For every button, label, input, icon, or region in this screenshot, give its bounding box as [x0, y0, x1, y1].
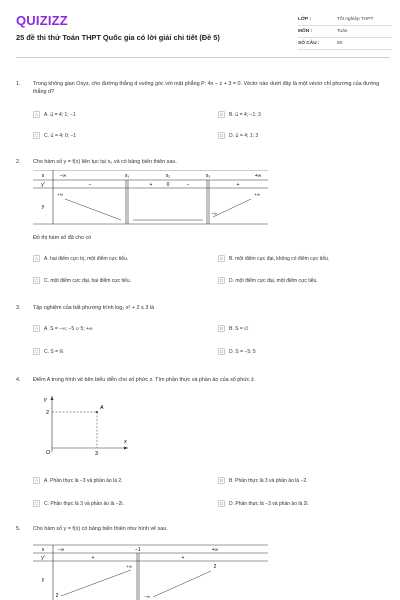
question-number: 1. [16, 81, 21, 87]
table-label: y [41, 577, 45, 583]
table-label: y [41, 204, 45, 210]
option-a[interactable] [33, 476, 123, 485]
option-letter-box: B [218, 477, 225, 484]
option-text: D. S = −5; 5 [229, 348, 256, 355]
option-letter-box: A [33, 325, 40, 332]
table-cell: 0 [166, 182, 170, 188]
table-cell: +∞ [211, 547, 219, 553]
option-a[interactable] [33, 254, 128, 263]
table-cell: +∞ [254, 192, 260, 197]
table-cell: −∞ [59, 173, 67, 179]
option-letter-box: D [219, 501, 224, 506]
origin-label: O [46, 450, 51, 456]
option-text: A. hai điểm cực trị, một điểm cực tiểu. [44, 255, 129, 262]
complex-plane-figure [40, 392, 130, 458]
table-cell: x₂ [165, 173, 171, 179]
table-cell: x₁ [124, 173, 130, 179]
option-b[interactable] [218, 110, 261, 119]
option-d[interactable] [218, 347, 256, 356]
meta-label: MÔN : [298, 29, 313, 34]
option-d[interactable] [218, 131, 258, 140]
option-letter-box: D [219, 133, 224, 138]
option-c[interactable] [33, 347, 63, 356]
option-letter-box: D [219, 349, 224, 354]
table-label: x [41, 173, 45, 179]
option-a[interactable] [33, 110, 76, 119]
option-b[interactable] [218, 254, 329, 263]
question-text: Điểm A trong hình vẽ bên biểu diễn cho số phức z. Tìm phần thực và phần ảo của số phức z̄. [33, 377, 256, 383]
option-text: A. S = −∞; −5 ∪ 5; +∞ [44, 325, 93, 332]
option-c[interactable] [33, 131, 76, 140]
table-cell: 2 [55, 593, 59, 599]
option-letter-box: A [33, 477, 40, 484]
variation-table-q2 [33, 170, 273, 226]
meta-value: 50 [337, 41, 343, 46]
option-a[interactable] [33, 324, 93, 333]
table-cell: + [181, 555, 185, 561]
option-letter-box: C [34, 501, 39, 506]
option-c[interactable] [33, 499, 124, 508]
table-cell: + [91, 555, 95, 561]
question-number: 2. [16, 159, 21, 165]
table-cell: +∞ [126, 564, 132, 569]
question-text: Cho hàm số y = f(x) liên tục tại x₀ và có bảng biến thiên sau. [33, 159, 177, 165]
table-cell: + [149, 182, 153, 188]
table-cell: + [236, 182, 240, 188]
meta-value: Toán [337, 29, 348, 34]
table-cell: +∞ [254, 173, 262, 179]
quizizz-logo: QUIZIZZ [16, 13, 68, 28]
table-cell: −1 [135, 547, 141, 553]
option-text: B. Phần thực là 3 và phần ảo là −2. [229, 477, 308, 484]
question-text: Trong không gian Oxyz, cho đường thẳng d vuông góc với mặt phẳng P: 4x − z + 3 = 0. Véctơ nào dưới đây là một véctơ chỉ phương của đường thẳng d? [33, 81, 380, 95]
meta-row-grade [298, 14, 392, 26]
option-text: A. Phần thực là −3 và phần ảo là 2. [44, 477, 123, 484]
table-cell: +∞ [57, 192, 63, 197]
question-text: Cho hàm số y = f(x) có bảng biến thiên như hình vẽ sau. [33, 526, 168, 532]
y-axis-label: y [44, 397, 47, 403]
option-text: C. S = ℝ [44, 348, 64, 355]
option-text: C. Phần thực là 3 và phần ảo là −2i. [44, 500, 124, 507]
option-letter-box: B [218, 255, 225, 262]
table-cell: −∞ [144, 594, 150, 599]
table-label: x [41, 547, 45, 553]
option-d[interactable] [218, 499, 309, 508]
question-note: Đồ thị hàm số đã cho có [33, 235, 92, 241]
option-letter-box: C [34, 349, 39, 354]
option-letter-box: C [34, 133, 39, 138]
meta-label: SỐ CÂU : [298, 41, 320, 46]
option-letter-box: B [218, 111, 225, 118]
meta-value: Tốt nghiệp THPT [337, 17, 374, 22]
meta-label: LỚP : [298, 17, 312, 22]
question-number: 5. [16, 526, 21, 532]
option-text: B. S = ∅ [229, 325, 249, 332]
option-letter-box: D [219, 278, 224, 283]
table-cell: x₃ [205, 173, 211, 179]
meta-row-count [298, 38, 392, 50]
variation-table-q5 [33, 541, 273, 600]
x-tick-label: 3 [95, 451, 99, 457]
option-letter-box: A [33, 255, 40, 262]
option-text: A. u⃗ = 4; 1; −1 [44, 111, 76, 118]
table-label: y' [41, 182, 45, 188]
x-axis-label: x [124, 439, 127, 445]
table-cell: 2 [213, 564, 217, 570]
option-letter-box: A [33, 111, 40, 118]
option-b[interactable] [218, 324, 249, 333]
point-label: A [100, 405, 104, 411]
question-text: Tập nghiệm của bất phương trình log₂ x² + 2 ≤ 3 là [33, 305, 155, 311]
option-d[interactable] [218, 276, 318, 285]
option-c[interactable] [33, 276, 131, 285]
option-letter-box: C [34, 278, 39, 283]
table-label: y' [41, 555, 45, 561]
option-text: C. một điểm cực đại, hai điểm cực tiểu. [44, 277, 132, 284]
table-cell: − [88, 182, 92, 188]
option-text: D. Phần thực là −3 và phần ảo là 2i. [229, 500, 309, 507]
option-text: C. u⃗ = 4; 0; −1 [44, 132, 77, 139]
table-cell: −∞ [211, 211, 217, 216]
meta-panel [298, 14, 392, 50]
question-number: 4. [16, 377, 21, 383]
option-text: B. một điểm cực đại, không có điểm cực tiểu. [229, 255, 330, 262]
option-text: D. u⃗ = 4; 1; 3 [229, 132, 259, 139]
document-title: 25 đề thi thử Toán THPT Quốc gia có lời giải chi tiết (Đề 5) [16, 33, 220, 42]
meta-row-subject [298, 26, 392, 38]
question-number: 3. [16, 305, 21, 311]
option-b[interactable] [218, 476, 308, 485]
option-letter-box: B [218, 325, 225, 332]
option-text: B. u⃗ = 4; −1; 3 [229, 111, 261, 118]
table-cell: −∞ [57, 547, 65, 553]
table-cell: − [186, 182, 190, 188]
y-tick-label: 2 [46, 410, 50, 416]
header-divider [16, 57, 390, 58]
option-text: D. một điểm cực đại, một điểm cực tiểu. [229, 277, 318, 284]
